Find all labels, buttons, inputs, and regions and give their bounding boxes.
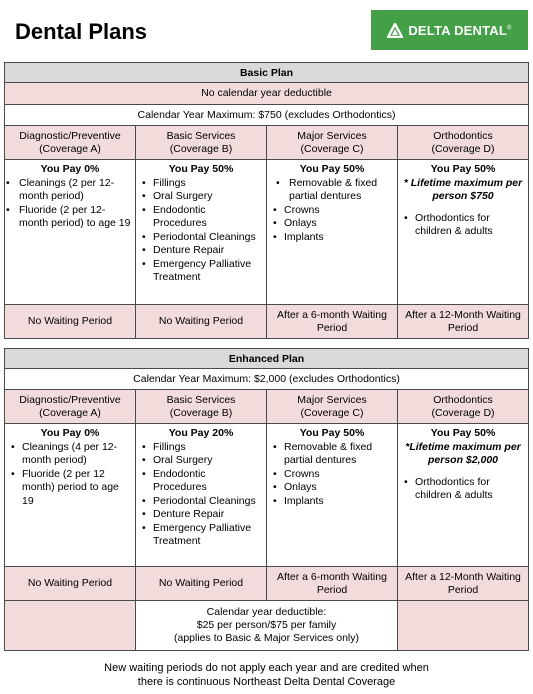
footer-note: New waiting periods do not apply each year and are credited when there is continuous Northeast Delta Dental Coverage <box>104 662 429 688</box>
pay-percentage: You Pay 50% <box>430 427 496 439</box>
list-item: • Denture Repair <box>140 508 262 522</box>
enhanced-plan-title: Enhanced Plan <box>5 349 529 369</box>
basic-plan-deductible: No calendar year deductible <box>5 83 529 105</box>
column-header-diagnostic: Diagnostic/Preventive (Coverage A) <box>5 390 136 424</box>
list-item: • Removable & fixed partial dentures <box>271 441 393 468</box>
list-item: • Denture Repair <box>140 244 262 258</box>
enhanced-diagnostic-cell <box>5 424 136 567</box>
list-item: • Onlays <box>271 217 393 231</box>
list-item: • Orthodontics for children & adults <box>402 476 524 503</box>
list-item: • Fillings <box>140 177 262 191</box>
basic-orthodontics-cell <box>398 160 529 305</box>
waiting-period: After a 6-month Waiting Period <box>267 305 398 339</box>
list-item: • Cleanings (4 per 12-month period) <box>9 441 131 468</box>
waiting-period: After a 12-Month Waiting Period <box>398 567 529 601</box>
list-item: • Emergency Palliative Treatment <box>140 258 262 285</box>
basic-major-cell <box>267 160 398 305</box>
column-header-diagnostic: Diagnostic/Preventive (Coverage A) <box>5 126 136 160</box>
basic-plan-table <box>4 62 529 339</box>
list-item: • Oral Surgery <box>140 454 262 468</box>
enhanced-basic-cell <box>136 424 267 567</box>
list-item: • Fluoride (2 per 12 month) period to age 19 <box>9 468 131 509</box>
basic-diagnostic-cell <box>5 160 136 305</box>
waiting-period: No Waiting Period <box>5 305 136 339</box>
list-item: • Periodontal Cleanings <box>140 495 262 509</box>
pay-percentage: You Pay 50% <box>299 427 365 439</box>
empty-cell <box>5 601 136 651</box>
waiting-period: After a 12-Month Waiting Period <box>398 305 529 339</box>
pay-percentage: You Pay 50% <box>168 163 234 175</box>
enhanced-deductible: Calendar year deductible: $25 per person/$75 per family (applies to Basic & Major Services only) <box>136 601 398 651</box>
list-item: • Endodontic Procedures <box>140 468 262 495</box>
logo-text: DELTA DENTAL® <box>408 22 512 38</box>
waiting-period: No Waiting Period <box>5 567 136 601</box>
list-item: • Endodontic Procedures <box>140 204 262 231</box>
list-item: • Cleanings (2 per 12-month period) <box>9 177 131 204</box>
list-item: • Onlays <box>271 481 393 495</box>
list-item: • Implants <box>271 495 393 509</box>
lifetime-maximum-note: *Lifetime maximum per person $2,000 <box>405 440 521 466</box>
list-item: • Fillings <box>140 441 262 455</box>
enhanced-major-cell <box>267 424 398 567</box>
waiting-period: No Waiting Period <box>136 567 267 601</box>
list-item: • Orthodontics for children & adults <box>402 212 524 239</box>
column-header-basic: Basic Services (Coverage B) <box>136 126 267 160</box>
basic-plan-title: Basic Plan <box>5 63 529 83</box>
pay-percentage: You Pay 20% <box>168 427 234 439</box>
waiting-period: No Waiting Period <box>136 305 267 339</box>
column-header-basic: Basic Services (Coverage B) <box>136 390 267 424</box>
lifetime-maximum-note: * Lifetime maximum per person $750 <box>403 176 523 202</box>
pay-percentage: You Pay 0% <box>40 427 100 439</box>
waiting-period: After a 6-month Waiting Period <box>267 567 398 601</box>
pay-percentage: You Pay 50% <box>299 163 365 175</box>
column-header-orthodontics: Orthodontics (Coverage D) <box>398 126 529 160</box>
pay-percentage: You Pay 0% <box>40 163 100 175</box>
list-item: • Fluoride (2 per 12-month period) to age 19 <box>9 204 131 231</box>
enhanced-plan-maximum: Calendar Year Maximum: $2,000 (excludes Orthodontics) <box>5 369 529 390</box>
list-item: • Removable & fixed partial dentures <box>279 177 393 204</box>
list-item: • Periodontal Cleanings <box>140 231 262 245</box>
basic-services-cell <box>136 160 267 305</box>
delta-triangle-icon <box>387 23 403 38</box>
list-item: • Oral Surgery <box>140 190 262 204</box>
list-item: • Crowns <box>271 468 393 482</box>
empty-cell <box>398 601 529 651</box>
basic-plan-maximum: Calendar Year Maximum: $750 (excludes Orthodontics) <box>5 105 529 126</box>
delta-dental-logo <box>371 10 528 50</box>
list-item: • Emergency Palliative Treatment <box>140 522 262 549</box>
list-item: • Implants <box>271 231 393 245</box>
column-header-orthodontics: Orthodontics (Coverage D) <box>398 390 529 424</box>
page-title: Dental Plans <box>15 19 148 44</box>
pay-percentage: You Pay 50% <box>430 163 496 175</box>
enhanced-plan-table <box>4 348 529 651</box>
column-header-major: Major Services (Coverage C) <box>267 390 398 424</box>
column-header-major: Major Services (Coverage C) <box>267 126 398 160</box>
enhanced-orthodontics-cell <box>398 424 529 567</box>
list-item: • Crowns <box>271 204 393 218</box>
